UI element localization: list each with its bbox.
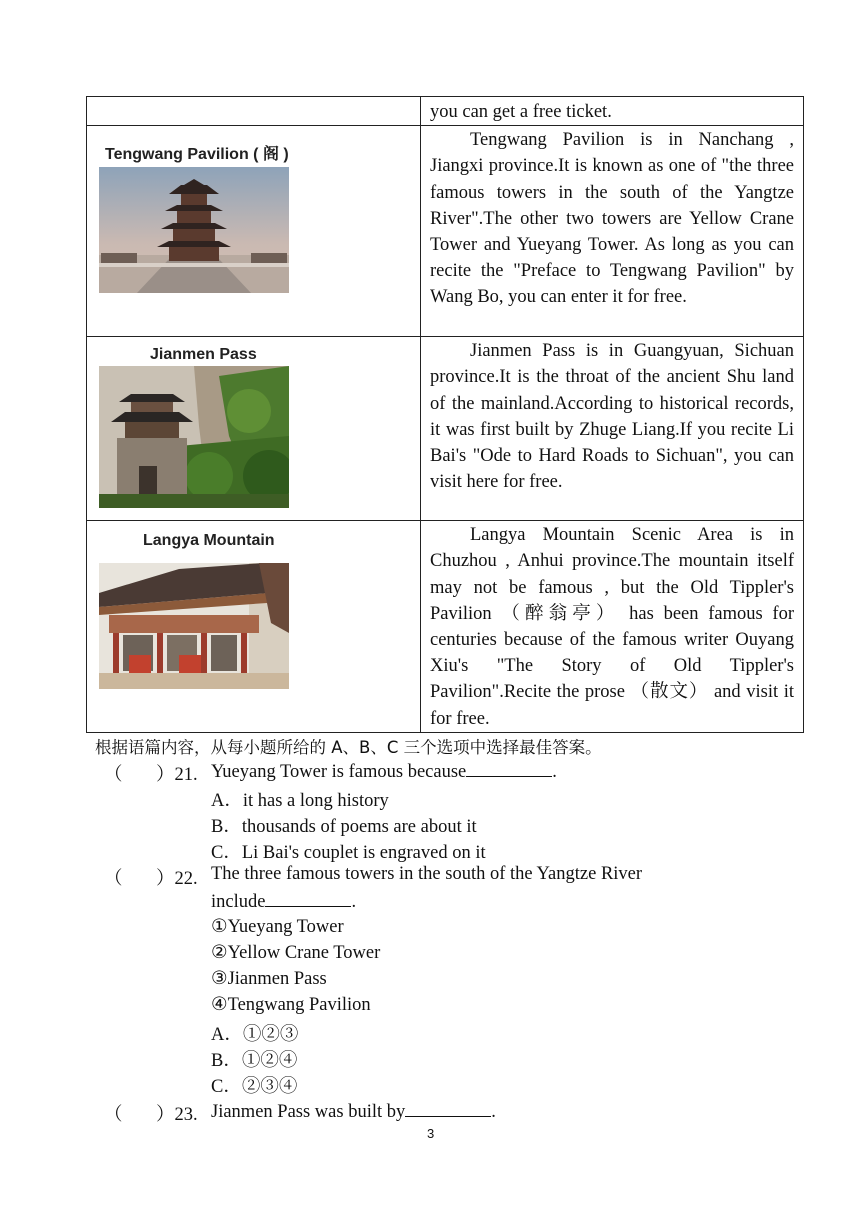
table-row	[87, 97, 804, 126]
option-c: C．Li Bai's couplet is engraved on it	[211, 843, 486, 863]
answer-blank[interactable]	[466, 760, 552, 777]
page-number: 3	[427, 1126, 435, 1141]
question-stem	[211, 760, 557, 783]
place-name: Tengwang Pavilion ( 阁 )	[105, 146, 289, 164]
question-text: Jianmen Pass was built by	[211, 1102, 406, 1122]
description-body: Tengwang Pavilion is in Nanchang , Jiangxi province.It is known as one of "the three famous towers in the south of the Yangtze River".The other two towers are Yellow Crane Tower and Yueyang Tower. As long as you can recite the "Preface to Tengwang Pavilion" by Wang Bo, you can enter it for free.	[430, 130, 794, 308]
place-name: Langya Mountain	[143, 532, 275, 550]
answer-paren: （	[104, 1105, 123, 1125]
jianmen-pass-photo	[99, 366, 289, 508]
question-stem	[211, 890, 356, 913]
question-text: include	[211, 892, 266, 912]
answer-blank[interactable]	[405, 1100, 491, 1117]
question-end: .	[491, 1102, 496, 1122]
question-end: .	[552, 762, 557, 782]
question-text: The three famous towers in the south of the Yangtze River	[211, 864, 643, 884]
question-number: ）21.	[156, 765, 198, 785]
description-text: you can get a free ticket.	[430, 102, 612, 122]
description-cell	[421, 521, 804, 733]
tengwang-pavilion-photo	[99, 167, 289, 293]
option-a: A．it has a long history	[211, 791, 389, 811]
question-number: ）23.	[156, 1105, 198, 1125]
question-number: ）22.	[156, 869, 198, 889]
answer-blank[interactable]	[265, 890, 351, 907]
description-text	[421, 521, 803, 732]
description-cell	[421, 126, 804, 337]
answer-paren: （	[104, 765, 123, 785]
list-item: ①Yueyang Tower	[211, 917, 344, 937]
option-b: B．①②④	[211, 1051, 298, 1071]
empty-cell	[87, 97, 421, 126]
list-item: ③Jianmen Pass	[211, 969, 327, 989]
langya-mountain-photo	[99, 563, 289, 689]
instruction-text: 根据语篇内容，从每小题所给的 A、B、C 三个选项中选择最佳答案。	[95, 738, 602, 757]
question-end: .	[351, 892, 357, 912]
question-text: Yueyang Tower is famous because	[211, 762, 467, 782]
list-item: ④Tengwang Pavilion	[211, 995, 371, 1015]
option-c: C．②③④	[211, 1077, 298, 1097]
place-name: Jianmen Pass	[150, 346, 257, 364]
option-b: B．thousands of poems are about it	[211, 817, 477, 837]
description-text	[421, 126, 803, 310]
option-a: A．①②③	[211, 1025, 299, 1045]
question-stem	[211, 1100, 496, 1123]
answer-paren: （	[104, 869, 123, 889]
description-cell	[421, 97, 804, 126]
description-cell	[421, 337, 804, 521]
description-text	[421, 337, 803, 495]
list-item: ②Yellow Crane Tower	[211, 943, 381, 963]
description-body: Langya Mountain Scenic Area is in Chuzhou , Anhui province.The mountain itself may not be famous , but the Old Tippler's Pavilion （醉翁亭） has been famous for centuries because of the famous writer Ouyang Xiu's "The Story of Old Tippler's Pavilion".Recite the prose （散文） and visit it for free.	[430, 525, 794, 729]
description-body: Jianmen Pass is in Guangyuan, Sichuan province.It is the throat of the ancient Shu land of the mainland.According to historical records, it was first built by Zhuge Liang.If you recite Li Bai's "Ode to Hard Roads to Sichuan", you can visit here for free.	[430, 341, 794, 493]
